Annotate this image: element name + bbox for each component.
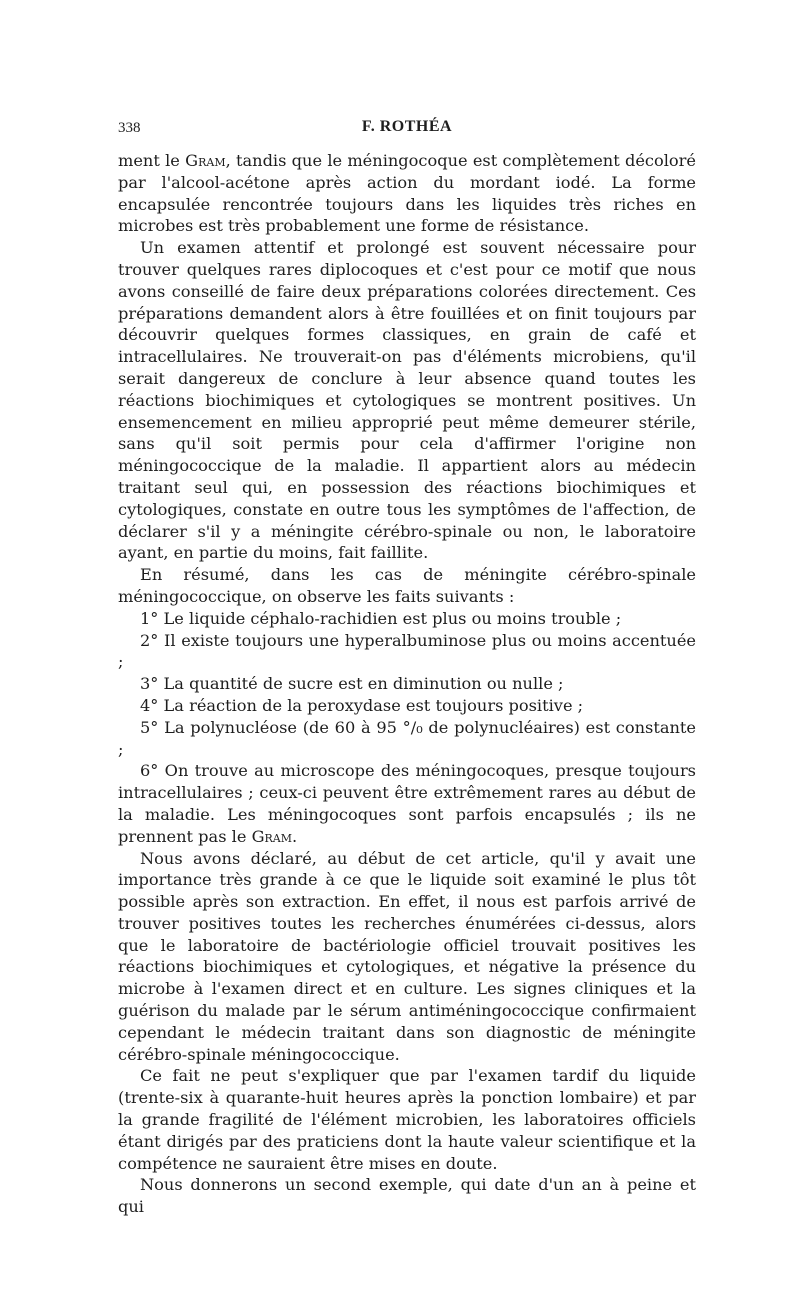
list-item: 2° Il existe toujours une hyperalbuminose plus ou moins accentuée ; — [118, 630, 696, 672]
text-run: , tandis que le méningocoque est complètement décoloré par l'alcool-acétone après action du mordant iodé. La forme encapsulée rencontrée toujours dans les liquides très riches en microbes est très probablement une forme de résistance. — [118, 151, 696, 236]
paragraph-second-exemple: Nous donnerons un second exemple, qui date d'un an à peine et qui — [118, 1175, 696, 1217]
paragraph-explication: Ce fait ne peut s'expliquer que par l'examen tardif du liquide (trente-six à quarante-huit heures après la ponction lombaire) et par la grande fragilité de l'élément microbien, les laboratoires officiels étant dirigés par des praticiens dont la haute valeur scientifique et la compétence ne sauraient être mises en doute. — [118, 1066, 696, 1173]
list-item — [118, 760, 696, 847]
findings-list — [118, 608, 696, 848]
list-item: 5° La polynucléose (de 60 à 95 °/₀ de polynucléaires) est constante ; — [118, 717, 696, 759]
running-header — [118, 118, 696, 140]
text-run: . — [291, 826, 298, 846]
gram-small-caps: Gram — [251, 826, 292, 846]
text-run: 6° On trouve au microscope des méningocoques, presque toujours intracellulaires ; ceux-ci peuvent être extrêmement rares au début de la maladie. Les méningocoques sont parfois encapsulés ; ils ne prennent pas le — [118, 761, 696, 846]
paragraph-resume: En résumé, dans les cas de méningite cérébro-spinale méningococcique, on observe les faits suivants : — [118, 565, 696, 606]
list-item: 3° La quantité de sucre est en diminution ou nulle ; — [140, 674, 564, 694]
gram-small-caps: Gram — [185, 151, 226, 170]
running-head-author: F. ROTHÉA — [361, 118, 453, 135]
paragraph-continuation — [118, 150, 696, 237]
body-text — [118, 150, 696, 1218]
list-item: 4° La réaction de la peroxydase est toujours positive ; — [140, 695, 584, 715]
list-item: 1° Le liquide céphalo-rachidien est plus ou moins trouble ; — [140, 608, 622, 628]
page-number: 338 — [118, 120, 141, 136]
paragraph-examen: Un examen attentif et prolongé est souvent nécessaire pour trouver quelques rares diplocoques et c'est pour ce motif que nous avons conseillé de faire deux préparations colorées directement. Ces préparations demandent alors à être fouillées et on finit toujours par découvrir quelques formes classiques, en grain de café et intracellulaires. Ne trouverait-on pas d'éléments microbiens, qu'il serait dangereux de conclure à leur absence quand toutes les réactions biochimiques et cytologiques se montrent positives. Un ensemencement en milieu approprié peut même demeurer stérile, sans qu'il soit permis pour cela d'affirmer l'origine non méningococcique de la maladie. Il appartient alors au médecin traitant seul qui, en possession des réactions biochimiques et cytologiques, constate en outre tous les symptômes de l'affection, de déclarer s'il y a méningite cérébro-spinale ou non, le laboratoire ayant, en partie du moins, fait faillite. — [118, 238, 696, 563]
text-run: ment le — [118, 151, 186, 170]
paragraph-importance: Nous avons déclaré, au début de cet article, qu'il y avait une importance très grande à ce que le liquide soit examiné le plus tôt possible après son extraction. En effet, il nous est parfois arrivé de trouver positives toutes les recherches énumérées ci-dessus, alors que le laboratoire de bactériologie officiel trouvait positives les réactions biochimiques et cytologiques, et négative la présence du microbe à l'examen direct et en culture. Les signes cliniques et la guérison du malade par le sérum antiméningococcique confirmaient cependant le médecin traitant dans son diagnostic de méningite cérébro-spinale méningococcique. — [118, 848, 696, 1064]
